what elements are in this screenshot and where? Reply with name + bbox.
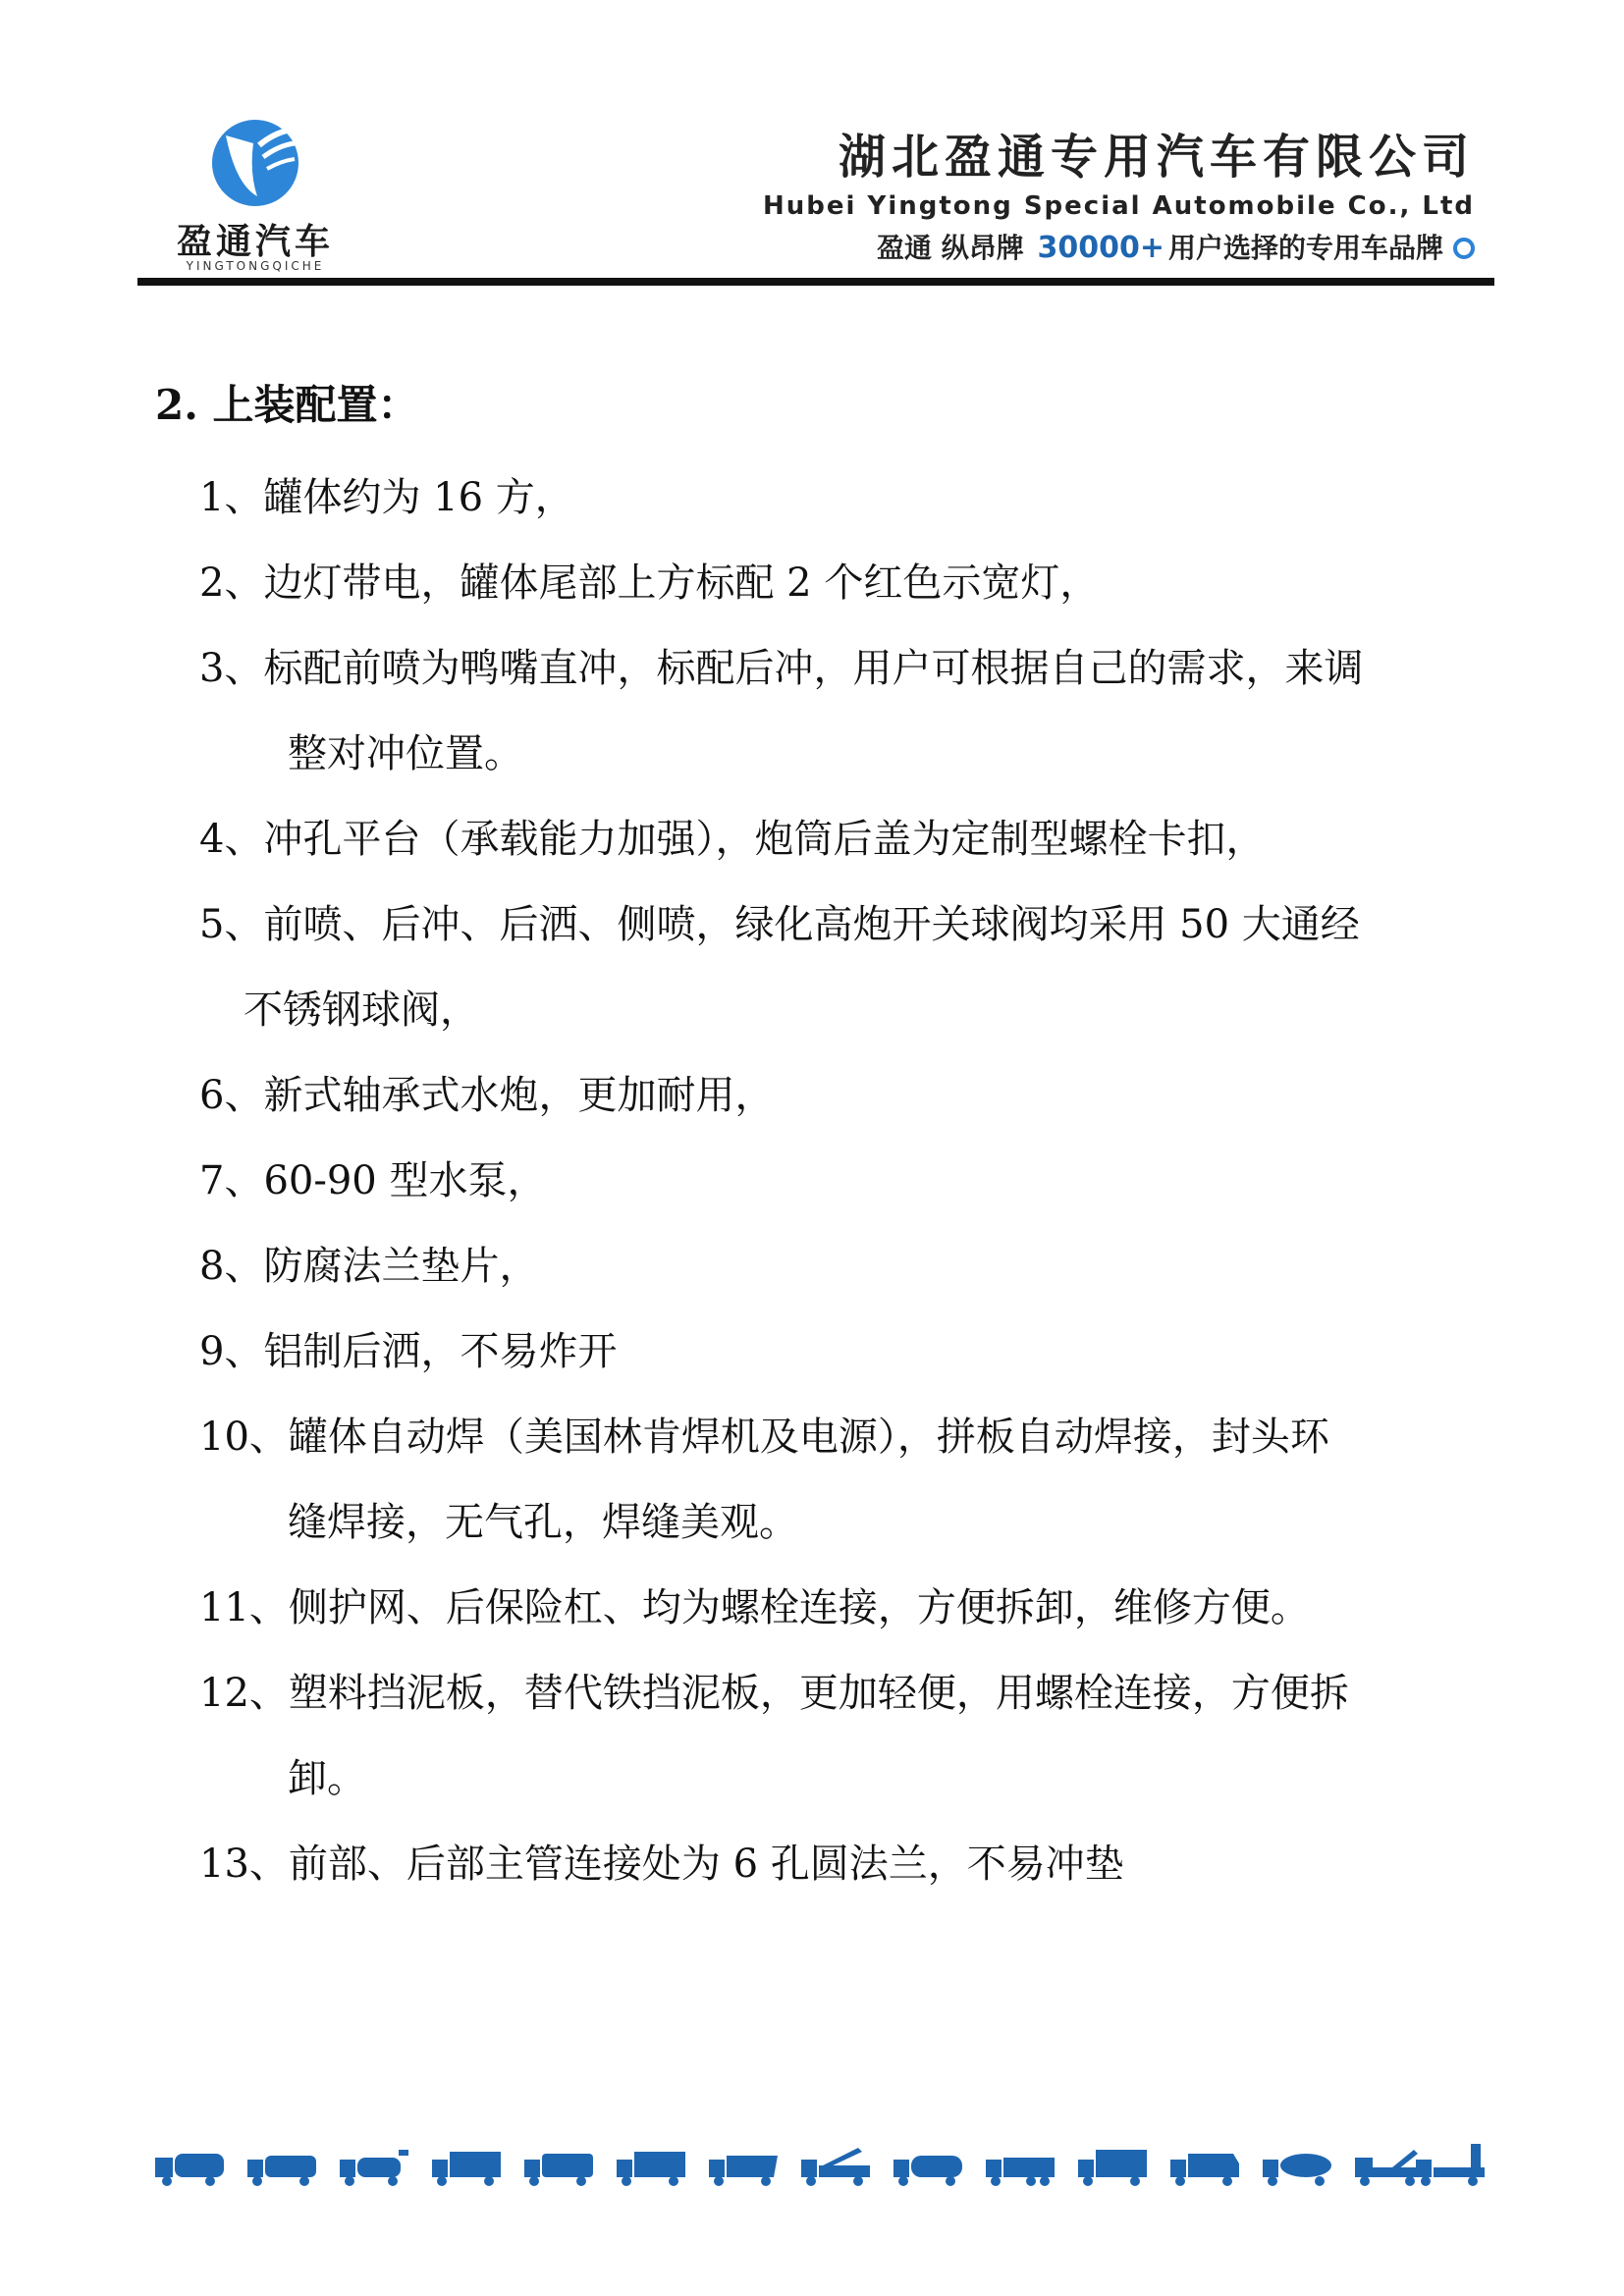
tanker-truck-icon bbox=[245, 2140, 320, 2189]
garbage-truck-icon bbox=[430, 2140, 505, 2189]
header-divider bbox=[137, 278, 1494, 286]
tanker-truck-icon bbox=[153, 2140, 228, 2189]
company-name-chinese: 湖北盈通专用汽车有限公司 bbox=[838, 130, 1475, 185]
slogan-number: 30000+ bbox=[1037, 231, 1164, 265]
section-title: 2. 上装配置： bbox=[155, 381, 419, 429]
config-item: 11、侧护网、后保险杠、均为螺栓连接，方便拆卸，维修方便。 bbox=[199, 1585, 1310, 1630]
config-item: 9、铝制后洒，不易炸开 bbox=[199, 1329, 618, 1374]
config-item: 13、前部、后部主管连接处为 6 孔圆法兰，不易冲垫 bbox=[199, 1842, 1124, 1887]
config-item: 6、新式轴承式水炮，更加耐用， bbox=[199, 1073, 775, 1118]
sprinkler-truck-icon bbox=[338, 2140, 412, 2189]
brand-dot-icon bbox=[1453, 238, 1475, 259]
config-item: 2、边灯带电，罐体尾部上方标配 2 个红色示宽灯， bbox=[199, 561, 1100, 606]
oil-tanker-icon bbox=[1261, 2140, 1335, 2189]
config-item-continuation: 卸。 bbox=[288, 1756, 366, 1801]
config-item: 7、60-90 型水泵， bbox=[199, 1158, 547, 1203]
config-item: 8、防腐法兰垫片， bbox=[199, 1244, 539, 1289]
aerial-truck-icon bbox=[1414, 2140, 1489, 2189]
config-item-continuation: 整对冲位置。 bbox=[288, 731, 523, 776]
company-block bbox=[763, 128, 1475, 271]
config-item: 1、罐体约为 16 方， bbox=[199, 475, 574, 520]
logo-swoosh-icon bbox=[196, 116, 314, 214]
sweeper-truck-icon bbox=[522, 2140, 597, 2189]
company-logo bbox=[157, 116, 353, 273]
vacuum-truck-icon bbox=[892, 2140, 966, 2189]
logo-chinese-name: 盈通汽车 bbox=[176, 222, 334, 262]
company-name-english: Hubei Yingtong Special Automobile Co., Ltd bbox=[763, 191, 1475, 221]
config-item: 5、前喷、后冲、后洒、侧喷，绿化高炮开关球阀均采用 50 大通经 bbox=[199, 902, 1360, 947]
slogan bbox=[763, 226, 1475, 271]
config-item: 3、标配前喷为鸭嘴直冲，标配后冲，用户可根据自己的需求，来调 bbox=[199, 646, 1364, 691]
slogan-suffix: 用户选择的专用车品牌 bbox=[1167, 232, 1443, 264]
config-item: 12、塑料挡泥板，替代铁挡泥板，更加轻便，用螺栓连接，方便拆 bbox=[199, 1671, 1349, 1716]
config-item: 4、冲孔平台（承载能力加强），炮筒后盖为定制型螺栓卡扣， bbox=[199, 817, 1266, 862]
cargo-truck-icon bbox=[984, 2140, 1058, 2189]
config-item-continuation: 缝焊接，无气孔，焊缝美观。 bbox=[288, 1500, 798, 1545]
config-item-continuation: 不锈钢球阀， bbox=[244, 988, 479, 1033]
dump-truck-icon bbox=[707, 2140, 782, 2189]
slogan-prefix: 盈通 纵昂牌 bbox=[876, 232, 1024, 264]
page-header bbox=[0, 0, 1624, 294]
box-truck-icon bbox=[615, 2140, 689, 2189]
compactor-truck-icon bbox=[1168, 2140, 1243, 2189]
footer-vehicle-strip bbox=[153, 2140, 1489, 2199]
crane-truck-icon bbox=[799, 2140, 874, 2189]
config-item: 10、罐体自动焊（美国林肯焊机及电源），拼板自动焊接，封头环 bbox=[199, 1415, 1329, 1460]
van-truck-icon bbox=[1076, 2140, 1151, 2189]
logo-pinyin-name: YINGTONGQICHE bbox=[186, 259, 325, 273]
